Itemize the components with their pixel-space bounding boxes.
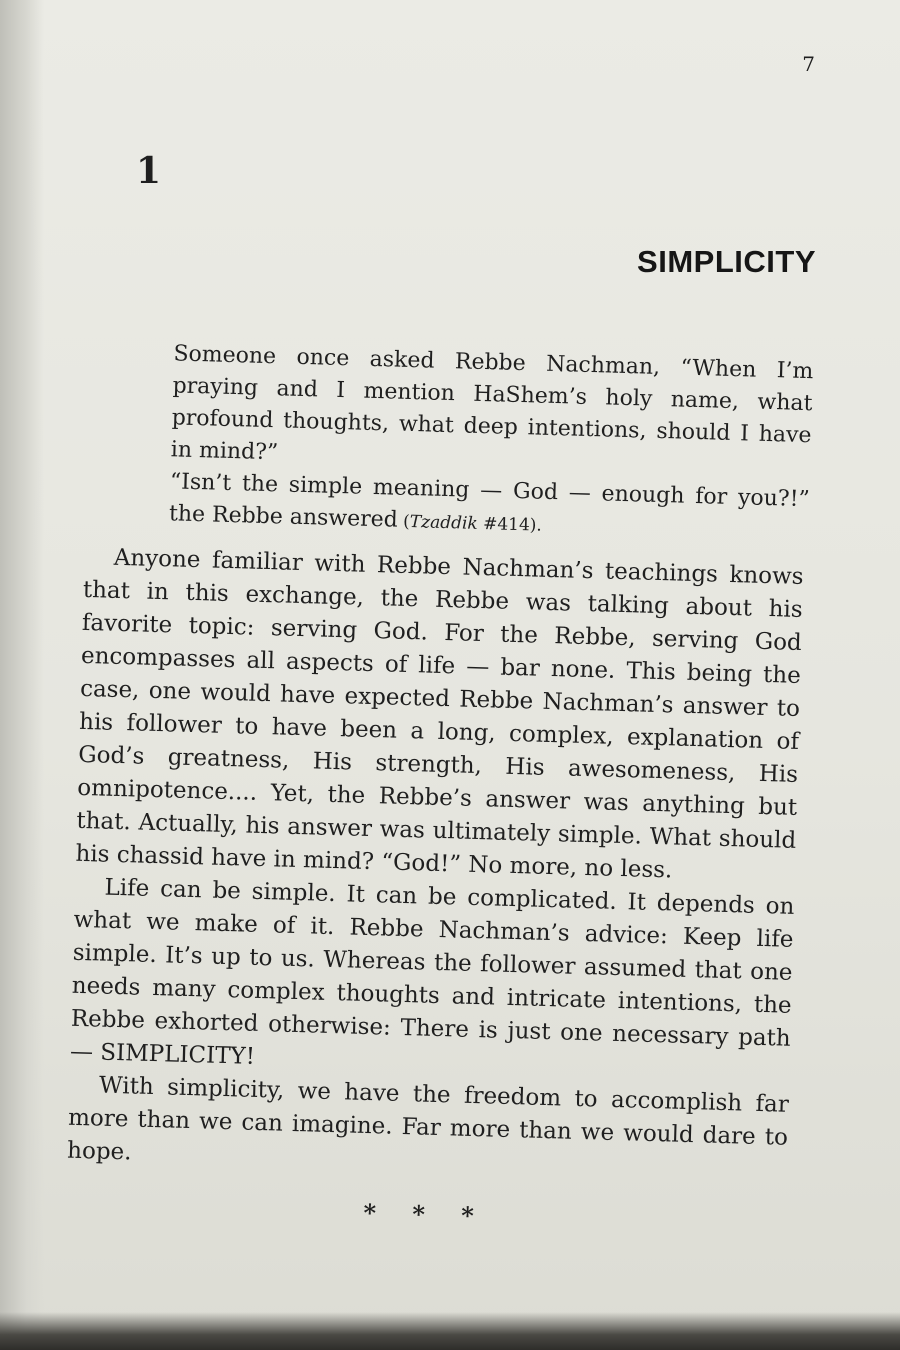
opening-quote xyxy=(169,338,814,549)
paragraph-3: With simplicity, we have the freedom to accomplish far more than we can imagine. Far more than we would dare to hope. xyxy=(66,1072,790,1166)
chapter-body xyxy=(65,336,814,1239)
citation-work: Tzaddik xyxy=(409,512,479,534)
citation-rest: #414). xyxy=(477,513,543,536)
chapter-title: SIMPLICITY xyxy=(637,244,816,279)
page-number: 7 xyxy=(802,52,816,76)
page-gutter-shadow xyxy=(0,0,44,1350)
chapter-number: 1 xyxy=(136,150,162,192)
paragraph-2: Life can be simple. It can be complicated. It depends on what we make of it. Rebbe Nachman’s advice: Keep life simple. It’s up to us. Whereas the follower assumed that one needs many complex thoughts and intricate intentions, the Rebbe exhorted otherwise: There is just one necessary path — SIMPLICITY! xyxy=(69,874,795,1070)
citation-open: ( xyxy=(397,511,411,532)
quote-question: Someone once asked Rebbe Nachman, “When I’m praying and I mention HaShem’s holy name, what profound thoughts, what deep intentions, should I have in mind?” xyxy=(170,341,814,466)
paragraph-1: Anyone familiar with Rebbe Nachman’s teachings knows that in this exchange, the Rebbe was talking about his favorite topic: serving God. For the Rebbe, serving God encompasses all aspects of life — bar none. This being the case, one would have expected Rebbe Nachman’s answer to his follower to have been a long, complex, explanation of God’s greatness, His strength, His awesomeness, His omnipotence.... Yet, the Rebbe’s answer was anything but that. Actually, his answer was ultimately simple. What should his chassid have in mind? “God!” No more, no less. xyxy=(75,544,804,884)
section-separator: * * * xyxy=(363,1197,489,1231)
page-bottom-edge xyxy=(0,1312,900,1350)
quote-answer-text: “Isn’t the simple meaning — God — enough for you?!” the Rebbe answered xyxy=(168,469,811,533)
